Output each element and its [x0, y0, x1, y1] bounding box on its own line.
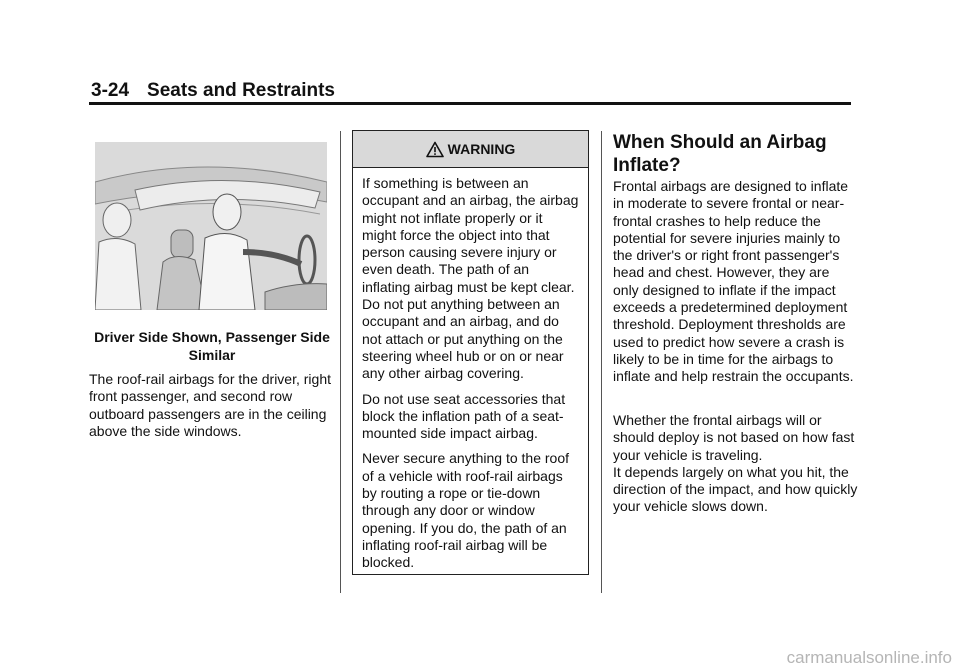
- warning-header: [353, 131, 588, 168]
- warning-paragraph: Never secure anything to the roof of a vehicle with roof-rail airbags by routing a rope or tie-down through any door or window opening. If you do, the path of an inflating roof-rail airbag will be blocked.: [362, 450, 570, 571]
- page-header: [91, 80, 335, 102]
- frontal-airbag-paragraph: Frontal airbags are designed to inflate in moderate to severe frontal or near-frontal crashes to help reduce the potential for severe injuries mainly to the driver's or right front passenger's head and chest. However, they are only designed to inflate if the impact exceeds a predetermined deployment threshold. Deployment thresholds are used to predict how severe a crash is likely to be in time for the airbags to inflate and help restrain the occupants.: [613, 178, 854, 385]
- column-divider-left: [340, 131, 341, 593]
- warning-body: [353, 168, 588, 572]
- warning-box: [352, 130, 589, 575]
- deployment-paragraph: [613, 412, 858, 516]
- warning-triangle-icon: [426, 141, 444, 158]
- deployment-line: It depends largely on what you hit, the direction of the impact, and how quickly your vehicle slows down.: [613, 463, 858, 515]
- figure-caption: Driver Side Shown, Passenger Side Similar: [94, 329, 330, 363]
- watermark: carmanualsonline.info: [786, 648, 952, 667]
- warning-title: WARNING: [447, 141, 516, 157]
- deployment-line: Whether the frontal airbags will or should deploy is not based on how fast your vehicle is traveling.: [613, 412, 855, 463]
- roof-rail-airbag-paragraph: The roof-rail airbags for the driver, right front passenger, and second row outboard passengers are in the ceiling above the side windows.: [89, 371, 331, 439]
- warning-paragraph: If something is between an occupant and an airbag, the airbag might not inflate properly or it might force the object into that person causing severe injury or even death. The path of an inflating airbag must be kept clear. Do not put anything between an occupant and an airbag, and do not attach or put anything on the steering wheel hub or on or near any other airbag covering.: [362, 175, 579, 382]
- column-divider-right: [601, 131, 602, 593]
- section-heading: When Should an Airbag Inflate?: [613, 132, 827, 176]
- airbag-illustration: [95, 142, 327, 310]
- header-rule: [89, 102, 851, 105]
- page-number: 3-24: [91, 80, 130, 101]
- section-title: Seats and Restraints: [147, 80, 335, 101]
- warning-paragraph: Do not use seat accessories that block the inflation path of a seat-mounted side impact airbag.: [362, 390, 566, 442]
